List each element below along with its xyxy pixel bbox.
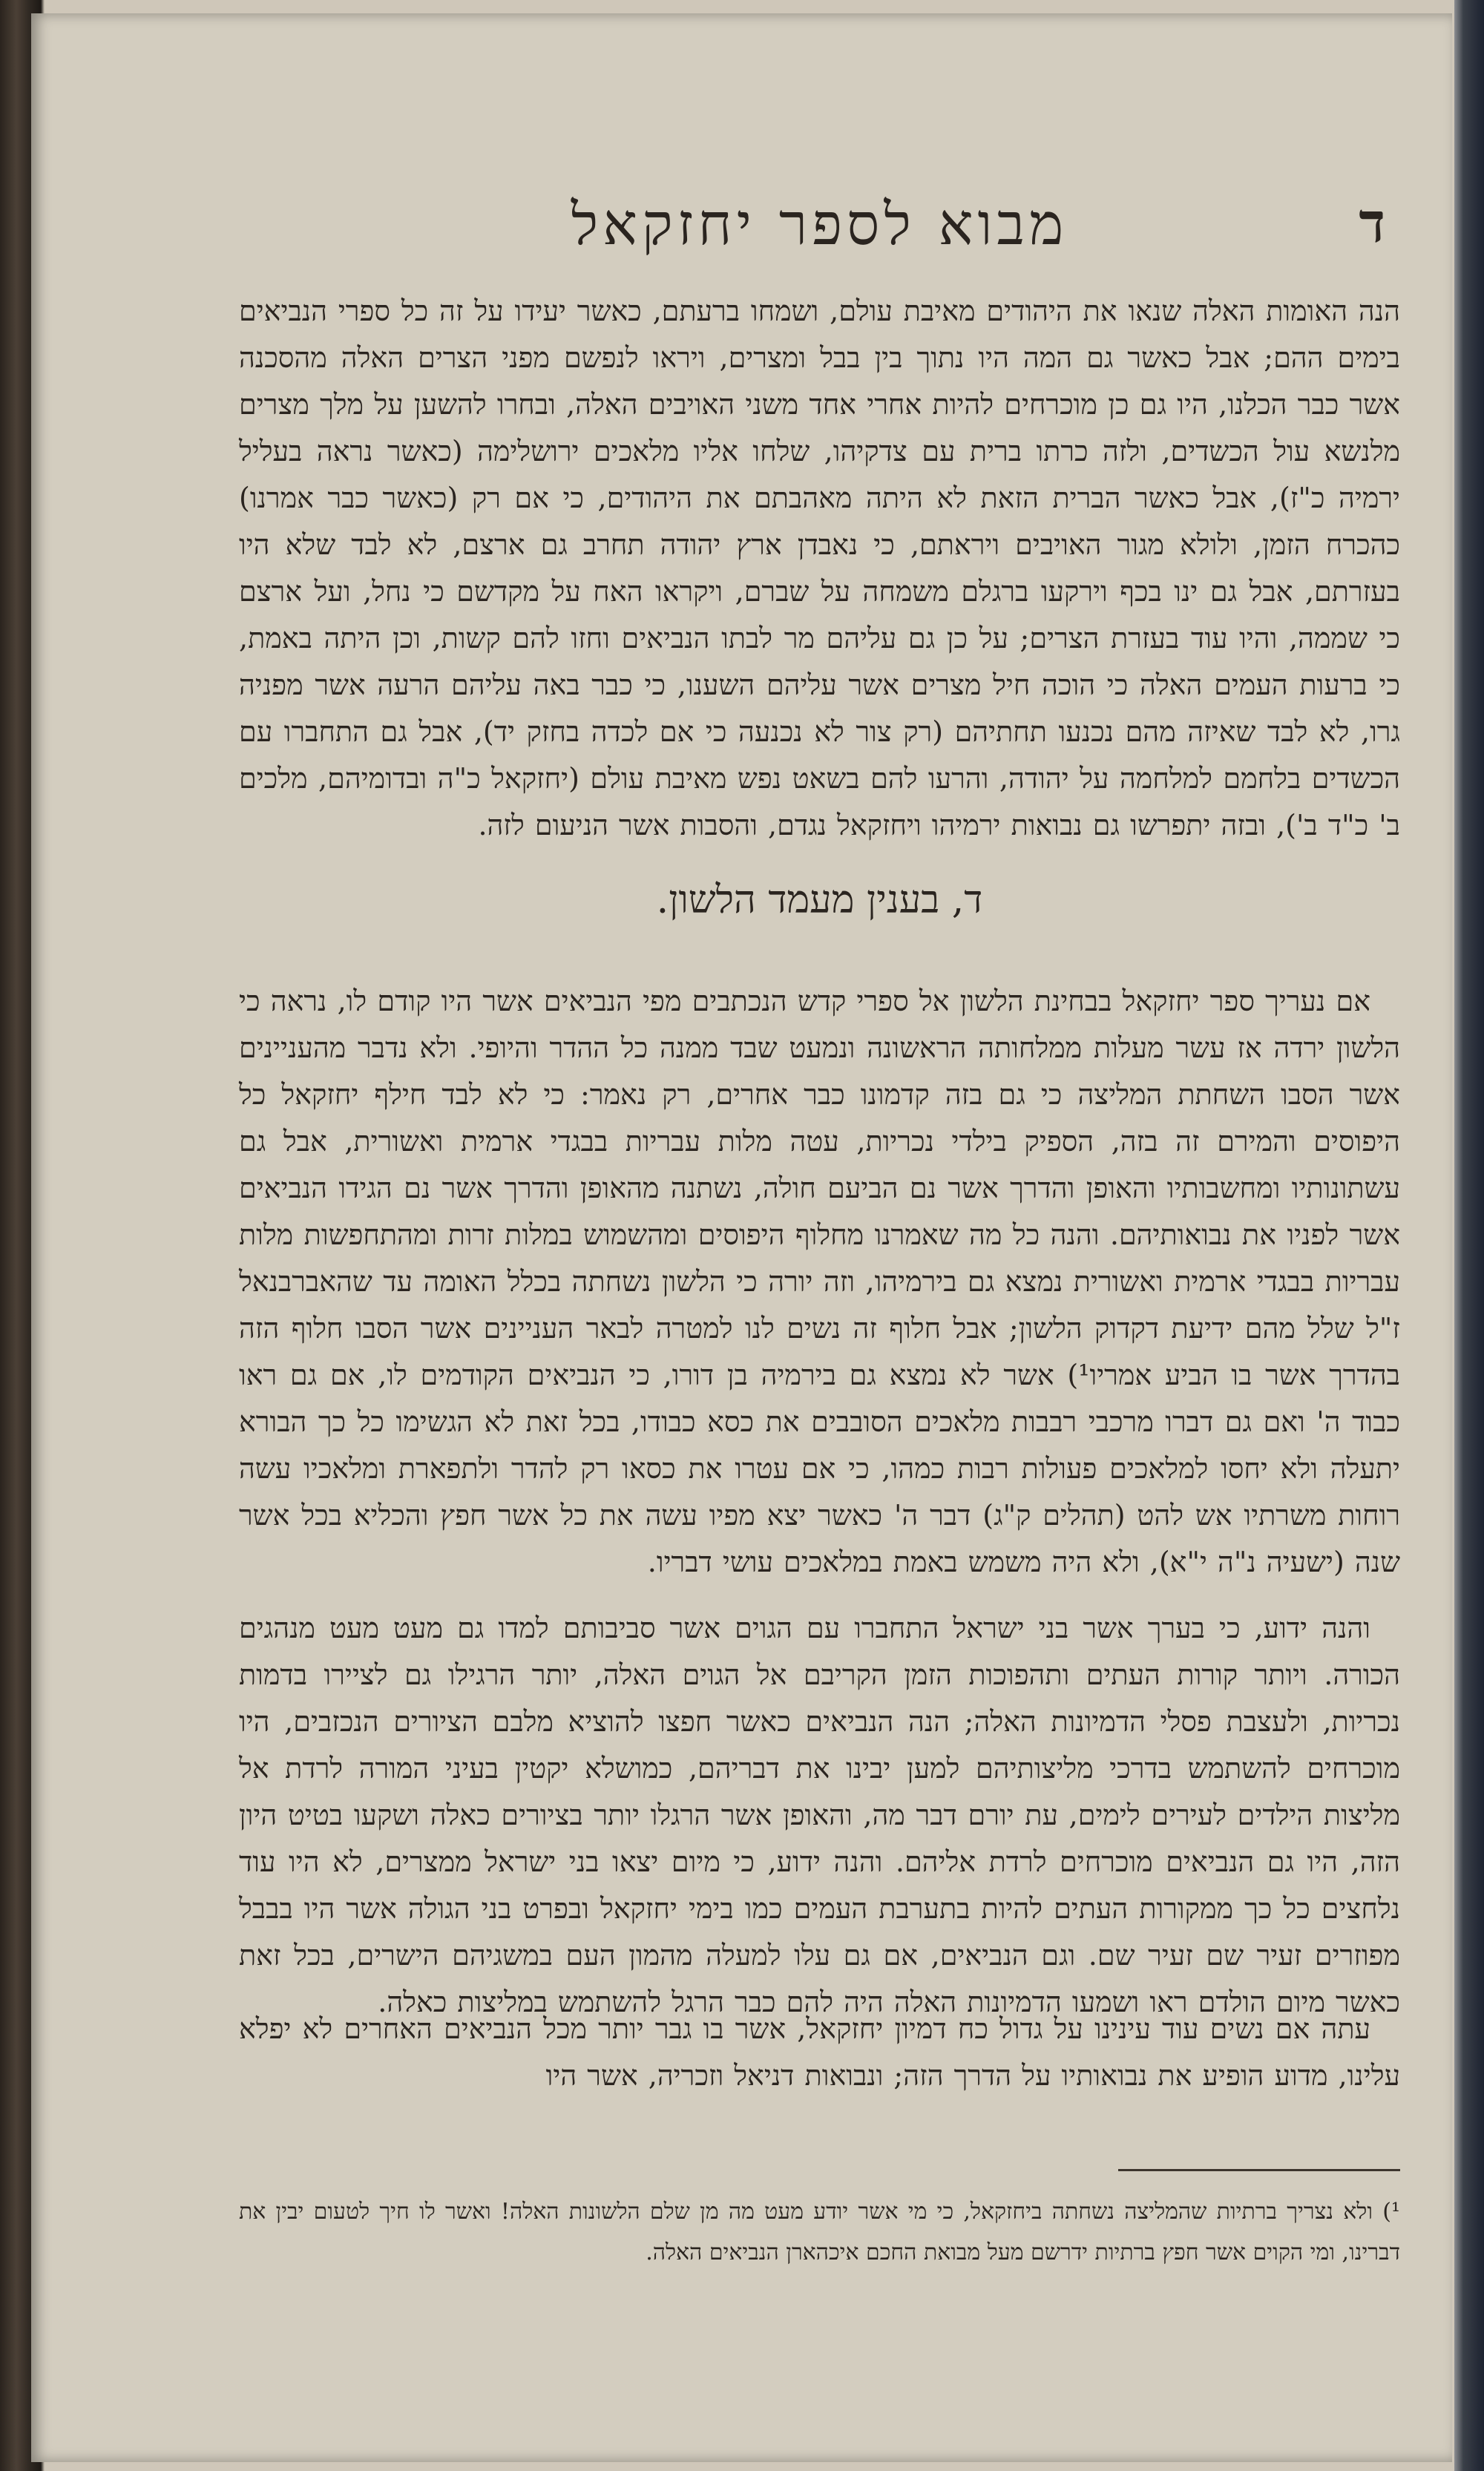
running-head	[232, 191, 1408, 258]
paragraph-3: והנה ידוע, כי בערך אשר בני ישראל התחברו עם הגוים אשר סביבותם למדו גם מעט מעט מנהגים הכורה. ויותר קורות העתים ותהפוכות הזמן הקריבם אל הגוים האלה, יותר הרגילו גם לציירו בדמות נכריות, ולעצבת פסלי הדמיונות האלה; הנה הנביאים כאשר חפצו להוציא מלבם הציורים הנכזבים, היו מוכרחים להשתמש בדרכי מליצותיהם למען יבינו את דבריהם, כמושלא יקטין בעיני המורה לרדת אל מליצות הילדים לעירים לימים, עת יורם דבר מה, והאופן אשר הרגלו יותר בציורים כאלה ושקעו בטיט היון הזה, היו גם הנביאים מוכרחים לרדת אליהם. והנה ידוע, כי מיום יצאו בני ישראל ממצרים, לא היו עוד נלחצים כל כך ממקורות העתים להיות בתערבת העמים כמו בימי יחזקאל ובפרט בני הגולה אשר היו בבבל מפוזרים זעיר שם זעיר שם. וגם הנביאים, אם גם עלו למעלה מהמון העם במשגיהם הישרים, בכל זאת כאשר מיום הולדם ראו ושמעו הדמיונות האלה היה להם כבר הרגל להשתמש במליצות כאלה.	[239, 1612, 1400, 2018]
footnote-rule	[1118, 2169, 1400, 2171]
book-cover-edge	[1454, 0, 1484, 2471]
page-number: ד	[1359, 191, 1385, 255]
footnote: ¹) ולא נצריך ברתיות שהמליצה נשחתה ביחזקאל, כי מי אשר יודע מעט מה מן שלם הלשונות האלה! ואשר לו חיך לטעום יבין את דברינו, ומי הקוים אשר חפץ ברתיות ידרשם מעל מבואת החכם איכהארן הנביאים האלה.	[239, 2199, 1400, 2265]
book-page	[31, 13, 1452, 2462]
section-heading: ד, בענין מעמד הלשון.	[656, 878, 983, 922]
paragraph-1: הנה האומות האלה שנאו את היהודים מאיבת עולם, ושמחו ברעתם, כאשר יעידו על זה כל ספרי הנביאים בימים ההם; אבל כאשר גם המה היו נתוך בין בבל ומצרים, ויראו לנפשם מפני הצרים האלה מהסכנה אשר כבר הכלנו, היו גם כן מוכרחים להיות אחרי אחד משני האויבים האלה, ובחרו להשען על מלך מצרים מלנשא עול הכשדים, ולזה כרתו ברית עם צדקיהו, שלחו אליו מלאכים ירושלימה (כאשר נראה בעליל ירמיה כ"ז), אבל כאשר הברית הזאת לא היתה מאהבתם את היהודים, כי אם רק (כאשר כבר אמרנו) כהכרח הזמן, ולולא מגור האויבים ויראתם, כי נאבדן ארץ יהודה תחרב גם ארצם, לא לבד שלא היו בעזרתם, אבל גם ינו בכף וירקעו ברגלם משמחה על שברם, ויקראו האח על מקדשם כי נחל, ועל ארצם כי שממה, והיו עוד בעזרת הצרים; על כן גם עליהם מר לבתו הנביאים וחזו להם קשות, וכן היתה באמת, כי ברעות העמים האלה כי הוכה חיל מצרים אשר עליהם השענו, כי כבר באה עליהם הרעה אשר מפניה גרו, לא לבד שאיזה מהם נכנעו תחתיהם (רק צור לא נכנעה כי אם לכדה בחזק יד), אבל גם התחברו עם הכשדים בלחמם למלחמה על יהודה, והרעו להם בשאט נפש מאיבת עולם (יחזקאל כ"ה ובדומיהם, מלכים ב' כ"ד ב'), ובזה יתפרשו גם נבואות ירמיהו ויחזקאל נגדם, והסבות אשר הניעום לזה.	[239, 295, 1400, 841]
page-content	[232, 169, 1408, 2380]
paragraph-4: עתה אם נשים עוד עינינו על גדול כח דמיון יחזקאל, אשר בו גבר יותר מכל הנביאים האחרים לא יפלא עלינו, מדוע הופיע את נבואותיו על הדרך הזה; ונבואות דניאל וזכריה, אשר היו	[239, 2012, 1400, 2092]
page-title: מבוא לספר יחזקאל	[571, 191, 1068, 258]
paragraph-2: אם נעריך ספר יחזקאל בבחינת הלשון אל ספרי קדש הנכתבים מפי הנביאים אשר היו קודם לו, נראה כי הלשון ירדה אז עשר מעלות ממלחותה הראשונה ונמעט שבד ממנה כל ההדר והיופי. ולא נדבר מהעניינים אשר הסבו השחתת המליצה כי גם בזה קדמונו כבר אחרים, רק נאמר: כי לא לבד חילף יחזקאל כל היפוסים והמירם זה בזה, הספיק בילדי נכריות, עטה מלות עבריות בבגדי ארמית ואשורית, אבל גם עשתונותיו ומחשבותיו והאופן והדרך אשר נם הביעם חולה, נשתנה מהאופן והדרך אשר נם הגידו הנביאים אשר לפניו את נבואותיהם. והנה כל מה שאמרנו מחלוף היפוסים ומהשמוש במלות זרות ומהתחפשות מלות עבריות בבגדי ארמית ואשורית נמצא גם בירמיהו, וזה יורה כי הלשון נשחתה בכלל האומה עד שהאברבנאל ז"ל שלל מהם ידיעת דקדוק הלשון; אבל חלוף זה נשים לנו למטרה לבאר העניינים אשר הסבו חלוף הזה בהדרך אשר בו הביע אמריו¹) אשר לא נמצא גם בירמיה בן דורו, כי הנביאים הקודמים לו, אם גם ראו כבוד ה' ואם גם דברו מרכבי רבבות מלאכים הסובבים את כסא כבודו, בכל זאת לא הגשימו כל כך הבורא יתעלה ולא יחסו למלאכים פעולות רבות כמהו, כי אם עטרו את כסאו רק להדר ולתפארת ומלאכיו עשה רוחות משרתיו אש להט (תהלים ק"ג) דבר ה' כאשר יצא מפיו עשה את כל אשר חפץ והכליא בכל אשר שנה (ישעיה נ"ה י"א), ולא היה משמש באמת במלאכים עושי דבריו.	[239, 985, 1401, 1578]
